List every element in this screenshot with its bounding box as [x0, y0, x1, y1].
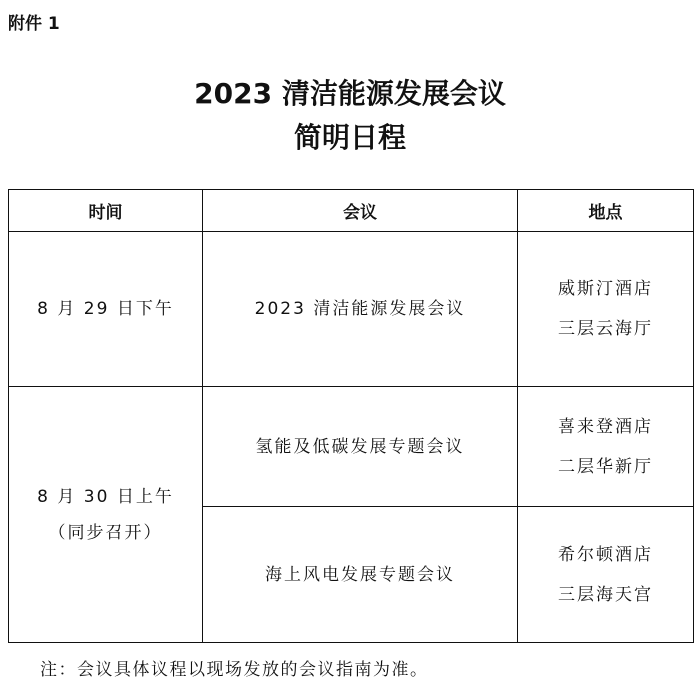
time-cell — [9, 387, 203, 643]
header-meeting: 会议 — [203, 190, 518, 232]
venue-hotel: 希尔顿酒店 — [558, 544, 653, 565]
venue-cell — [518, 507, 694, 643]
time-cell — [9, 232, 203, 387]
venue-room: 三层海天宫 — [558, 584, 653, 605]
meeting-cell — [203, 387, 518, 507]
table-row — [9, 232, 694, 387]
venue-cell — [518, 232, 694, 387]
time-note: （同步召开） — [48, 522, 163, 543]
venue-cell — [518, 387, 694, 507]
venue-hotel: 威斯汀酒店 — [558, 279, 653, 299]
attachment-label: 附件 1 — [8, 14, 60, 34]
meeting-cell — [203, 507, 518, 643]
meeting-text: 2023 清洁能源发展会议 — [254, 299, 466, 319]
meeting-text: 海上风电发展专题会议 — [265, 564, 455, 585]
table-row — [9, 387, 694, 507]
meeting-text: 氢能及低碳发展专题会议 — [255, 436, 465, 457]
venue-room: 二层华新厅 — [558, 456, 653, 477]
time-text: 8 月 29 日下午 — [37, 299, 174, 319]
footnote: 注：会议具体议程以现场发放的会议指南为准。 — [40, 660, 429, 680]
meeting-cell — [203, 232, 518, 387]
venue-room: 三层云海厅 — [558, 319, 653, 339]
document-subtitle: 简明日程 — [293, 121, 406, 154]
header-venue: 地点 — [518, 190, 694, 232]
venue-hotel: 喜来登酒店 — [558, 416, 653, 437]
schedule-table — [8, 189, 694, 643]
header-time: 时间 — [9, 190, 203, 232]
document-title: 2023 清洁能源发展会议 — [194, 77, 506, 110]
time-text: 8 月 30 日上午 — [37, 486, 174, 507]
table-header-row — [9, 190, 694, 232]
